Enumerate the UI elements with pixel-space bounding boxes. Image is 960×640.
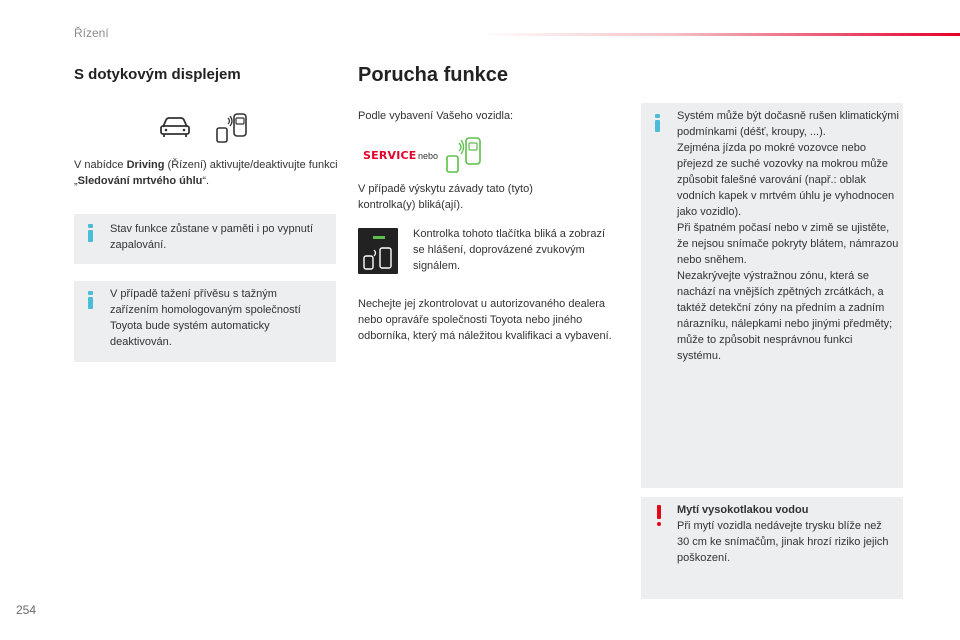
warning-icon [657,505,661,519]
info-icon [88,224,93,228]
warning-text: Při mytí vozidla nedávejte trysku blíže než 30 cm ke snímačům, jinak hrozí riziko jejich poškození. [677,520,889,564]
info-box-trailer [74,281,336,362]
instruction-text: V nabídce [74,159,127,171]
intro-text: Podle vybavení Vašeho vozidla: [358,110,514,122]
warning-icon [657,522,661,526]
info-icon [655,120,660,132]
info-icon [655,114,660,118]
blind-spot-button-icon [358,228,398,274]
left-heading: S dotykovým displejem [74,66,241,83]
blind-spot-car-icon [214,112,248,144]
service-warning-label: SERVICE [363,149,417,162]
dealer-advice-text: Nechejte jej zkontrolovat u autorizovaného dealera nebo opraváře společnosti Toyota nebo jiného odborníka, který má náležitou kvalifikaci a vybavení. [358,298,612,342]
blind-spot-warning-icon [444,136,484,176]
warning-title: Mytí vysokotlakou vodou [677,504,809,516]
info-text: Systém může být dočasně rušen klimatickými podmínkami (déšť, kroupy, ...). Zejména jízda po mokré vozovce nebo přejezd ze suché vozovky na mokrou může způsobit falešné varování (např.: oblak vodních kapek v mrtvém úhlu je vyhodnocen jako vozidlo). Při špatném počasí nebo v zimě se ujistěte, že nejsou snímače pokryty blátem, námrazou nebo sněhem. Nezakrývejte výstražnou zónu, která se nachází na vnějších zpětných zrcátkách, a taktéž detekční zóny na předním a zadním nárazníku, nálepkami nebo jinými předměty; může to způsobit nesprávnou funkci systému. [677,110,899,362]
info-icon [88,230,93,242]
page-number: 254 [16,603,37,617]
button-indicator-text: Kontrolka tohoto tlačítka bliká a zobrazí se hlášení, doprovázené zvukovým signálem. [413,228,605,272]
or-label: nebo [418,151,439,161]
instruction-text: “. [202,175,210,187]
fault-heading: Porucha funkce [358,64,509,86]
info-text: Stav funkce zůstane v paměti i po vypnutí zapalování. [110,223,314,251]
fault-text: V případě výskytu závady tato (tyto) kontrolka(y) bliká(ají). [358,183,533,211]
header-accent-line [480,33,960,36]
car-outline-icon [158,114,192,140]
blind-spot-button-glyph [358,228,398,274]
info-icon [88,291,93,295]
instruction-text: (Řízení) aktivujte/deaktivujte funkci „ [74,159,338,187]
info-text: V případě tažení přívěsu s tažným zařízením homologovaným společností Toyota bude systém automaticky deaktivován. [110,288,301,348]
section-title: Řízení [74,26,109,40]
driving-menu-label: Driving [126,159,165,171]
info-box-memory [74,214,336,264]
warning-box-pressure-wash [641,497,903,599]
info-box-conditions [641,103,903,488]
activation-instructions [74,157,340,189]
info-icon [88,297,93,309]
function-name-label: Sledování mrtvého úhlu [77,175,203,187]
